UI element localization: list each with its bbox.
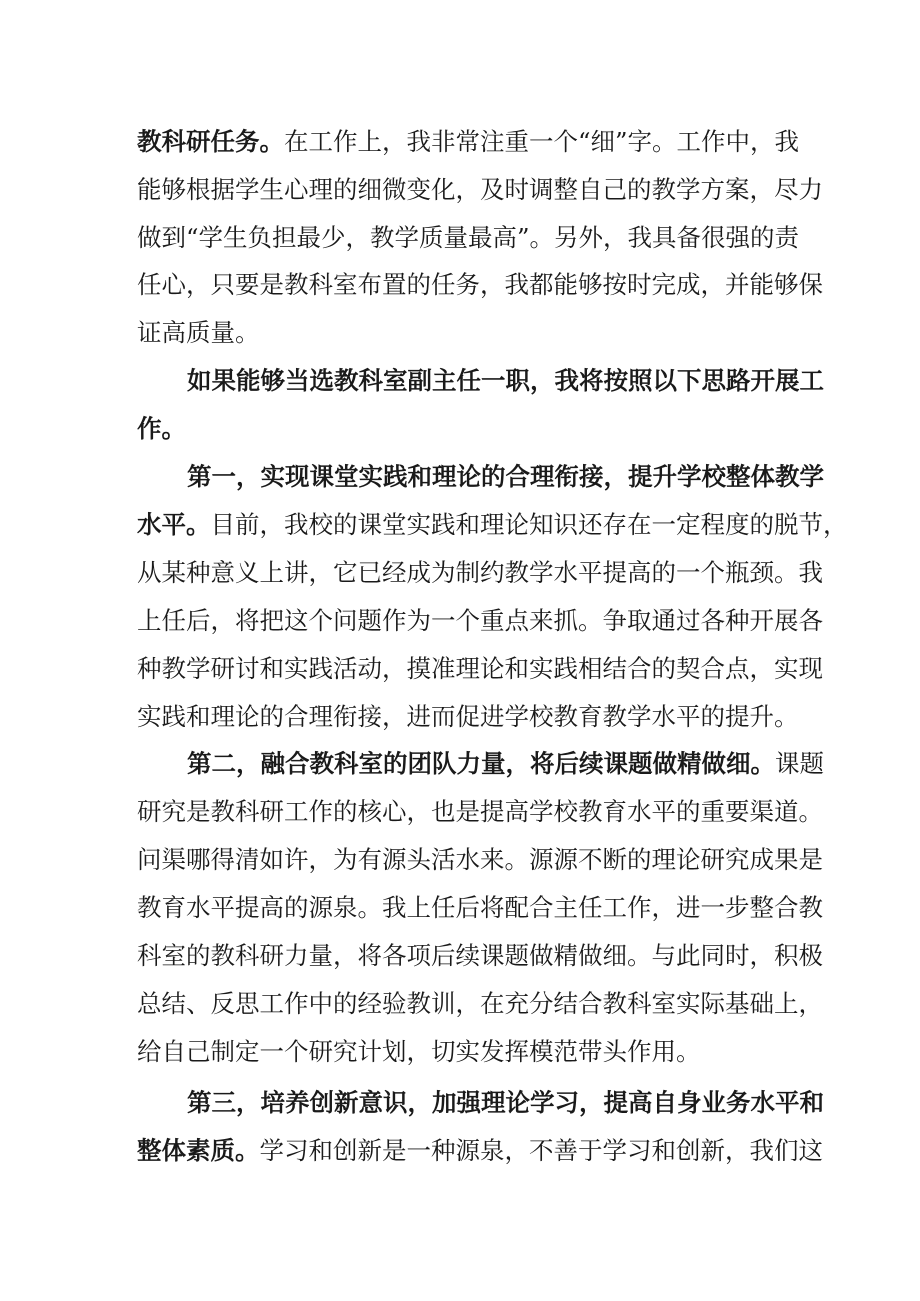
bold-heading-text: 作。	[137, 414, 186, 443]
body-text: 给自己制定一个研究计划，切实发挥模范带头作用。	[137, 1037, 701, 1066]
bold-heading-text: 第三，培养创新意识，加强理论学习，提高自身业务水平和	[187, 1088, 824, 1117]
bold-heading-text: 如果能够当选教科室副主任一职，我将按照以下思路开展工	[187, 366, 824, 395]
paragraph-heading-line	[187, 455, 824, 499]
bold-heading-text: 第二，融合教科室的团队力量，将后续课题做精做细。	[187, 749, 775, 778]
text-line	[137, 407, 797, 451]
body-text: 种教学研讨和实践活动，摸准理论和实践相结合的契合点，实现	[137, 654, 823, 683]
text-line	[137, 838, 823, 882]
body-text: 问渠哪得清如许，为有源头活水来。源源不断的理论研究成果是	[137, 845, 823, 874]
text-line	[137, 1030, 797, 1074]
body-text: 课题	[775, 749, 824, 778]
body-text: 从某种意义上讲，它已经成为制约教学水平提高的一个瓶颈。我	[137, 558, 823, 587]
body-text: 上任后，将把这个问题作为一个重点来抓。争取通过各种开展各	[137, 606, 823, 635]
body-text: 总结、反思工作中的经验教训，在充分结合教科室实际基础上，	[137, 989, 823, 1018]
text-line	[137, 551, 823, 595]
text-line	[137, 695, 797, 739]
body-text: 能够根据学生心理的细微变化，及时调整自己的教学方案，尽力	[137, 175, 823, 204]
body-text: 教育水平提高的源泉。我上任后将配合主任工作，进一步整合教	[137, 893, 823, 922]
body-text: 学习和创新是一种源泉，不善于学习和创新，我们这	[259, 1136, 823, 1165]
bold-lead-text: 水平。	[137, 510, 211, 539]
text-line	[137, 503, 848, 547]
text-line	[137, 311, 797, 355]
text-line	[137, 1129, 823, 1173]
bold-lead-text: 整体素质。	[137, 1136, 260, 1165]
text-line	[137, 263, 823, 307]
text-line	[137, 934, 823, 978]
body-text: 目前，我校的课堂实践和理论知识还存在一定程度的脱节，	[210, 510, 848, 539]
body-text: 做到“学生负担最少，教学质量最高”。另外，我具备很强的责	[137, 223, 800, 252]
paragraph-heading-line	[187, 359, 824, 403]
paragraph-heading-line	[187, 1081, 824, 1125]
body-text: 实践和理论的合理衔接，进而促进学校教育教学水平的提升。	[137, 702, 799, 731]
body-text: 证高质量。	[137, 318, 260, 347]
text-line	[137, 982, 823, 1026]
text-line	[137, 216, 800, 260]
body-text: 研究是教科研工作的核心，也是提高学校教育水平的重要渠道。	[137, 797, 823, 826]
text-line	[137, 599, 823, 643]
paragraph-heading-line	[187, 742, 824, 786]
text-line	[137, 120, 800, 164]
body-text: 在工作上，我非常注重一个“细”字。工作中，我	[284, 127, 800, 156]
bold-lead-text: 教科研任务。	[137, 127, 284, 156]
body-text: 任心，只要是教科室布置的任务，我都能够按时完成，并能够保	[137, 270, 823, 299]
text-line	[137, 790, 823, 834]
body-text: 科室的教科研力量，将各项后续课题做精做细。与此同时，积极	[137, 941, 823, 970]
text-line	[137, 168, 823, 212]
bold-heading-text: 第一，实现课堂实践和理论的合理衔接，提升学校整体教学	[187, 462, 824, 491]
text-line	[137, 647, 823, 691]
text-line	[137, 886, 823, 930]
